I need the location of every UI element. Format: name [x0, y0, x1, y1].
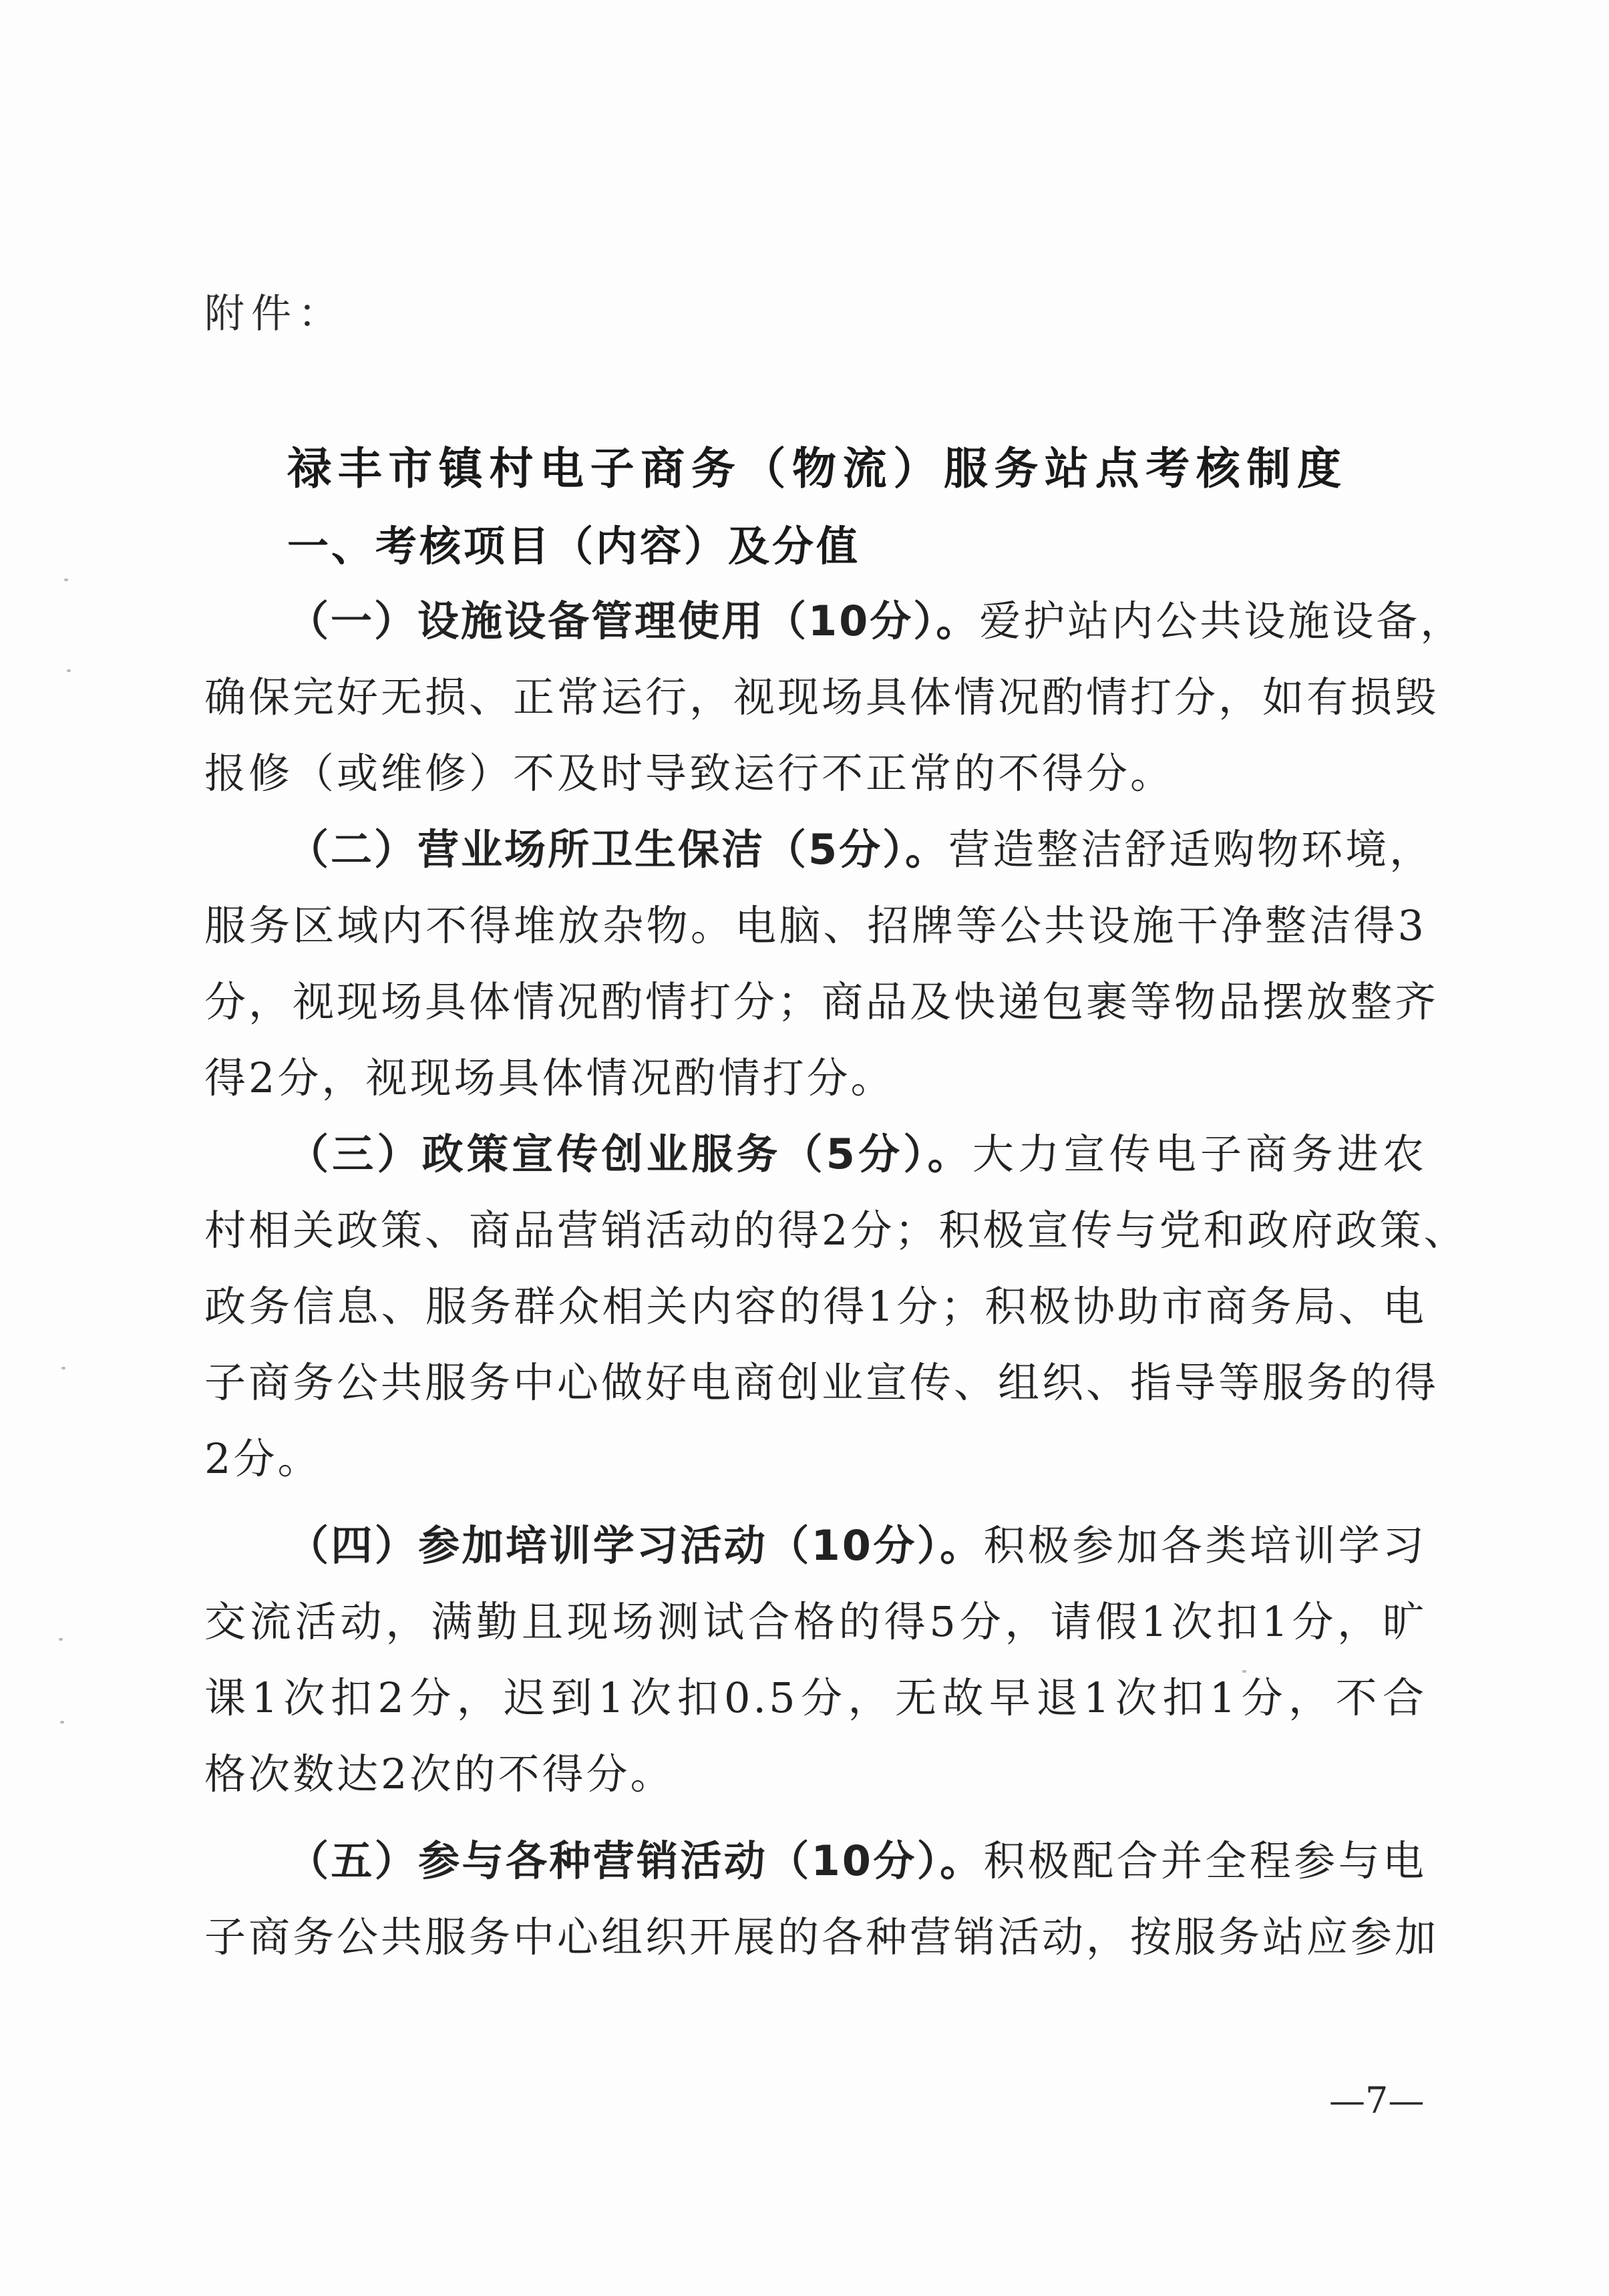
paragraph-3-heading: （三）政策宣传创业服务（5分）。 — [287, 1130, 972, 1178]
paragraph-3-line-4: 子商务公共服务中心做好电商创业宣传、组织、指导等服务的得 — [204, 1358, 1439, 1407]
paragraph-5-line-2: 子商务公共服务中心组织开展的各种营销活动，按服务站应参加 — [204, 1913, 1439, 1961]
paragraph-2-heading: （二）营业场所卫生保洁（5分）。 — [287, 825, 949, 874]
paragraph-3-line-3: 政务信息、服务群众相关内容的得1分；积极协助市商务局、电 — [204, 1282, 1427, 1331]
paragraph-2-line-4: 得2分，视现场具体情况酌情打分。 — [204, 1053, 895, 1102]
paragraph-1-heading: （一）设施设备管理使用（10分）。 — [287, 597, 980, 645]
paragraph-3-line-1: 大力宣传电子商务进农 — [972, 1130, 1427, 1178]
paragraph-4-line-4: 格次数达2次的不得分。 — [204, 1750, 675, 1798]
paragraph-1-line-3: 报修（或维修）不及时导致运行不正常的不得分。 — [204, 749, 1175, 798]
paragraph-2-line-3: 分，视现场具体情况酌情打分；商品及快递包裹等物品摆放整齐 — [204, 977, 1439, 1026]
paragraph-3-line-2: 村相关政策、商品营销活动的得2分；积极宣传与党和政府政策、 — [204, 1206, 1468, 1255]
paragraph-3-first-line — [287, 1128, 1427, 1181]
paragraph-4-heading: （四）参加培训学习活动（10分）。 — [287, 1521, 984, 1570]
paragraph-5-heading: （五）参与各种营销活动（10分）。 — [287, 1836, 984, 1885]
paragraph-4-line-2: 交流活动，满勤且现场测试合格的得5分，请假1次扣1分，旷 — [204, 1597, 1427, 1646]
paragraph-4-first-line — [287, 1519, 1427, 1573]
paragraph-1-line-1: 爱护站内公共设施设备， — [979, 597, 1465, 645]
scan-speck — [67, 669, 71, 672]
scan-speck — [59, 1638, 63, 1641]
paragraph-2-line-2: 服务区域内不得堆放杂物。电脑、招牌等公共设施干净整洁得3 — [204, 901, 1427, 950]
paragraph-1-line-2: 确保完好无损、正常运行，视现场具体情况酌情打分，如有损毁 — [204, 673, 1439, 721]
scan-speck — [1242, 1670, 1246, 1673]
paragraph-4-line-3: 课1次扣2分，迟到1次扣0.5分，无故早退1次扣1分，不合 — [204, 1673, 1427, 1722]
scan-speck — [60, 1721, 64, 1724]
paragraph-1-first-line — [287, 595, 1465, 648]
scan-speck — [61, 1367, 65, 1369]
attachment-label: 附件： — [204, 291, 345, 337]
paragraph-3-line-5: 2分。 — [204, 1434, 322, 1483]
paragraph-5-line-1: 积极配合并全程参与电 — [983, 1836, 1427, 1885]
section-heading: 一、考核项目（内容）及分值 — [287, 522, 861, 570]
scan-speck — [64, 579, 68, 581]
paragraph-4-line-1: 积极参加各类培训学习 — [983, 1521, 1427, 1570]
paragraph-2-line-1: 营造整洁舒适购物环境， — [948, 825, 1434, 874]
document-title: 禄丰市镇村电子商务（物流）服务站点考核制度 — [287, 443, 1343, 494]
paragraph-2-first-line — [287, 823, 1434, 876]
page-number: —7— — [1329, 2080, 1425, 2122]
paragraph-5-first-line — [287, 1834, 1427, 1888]
